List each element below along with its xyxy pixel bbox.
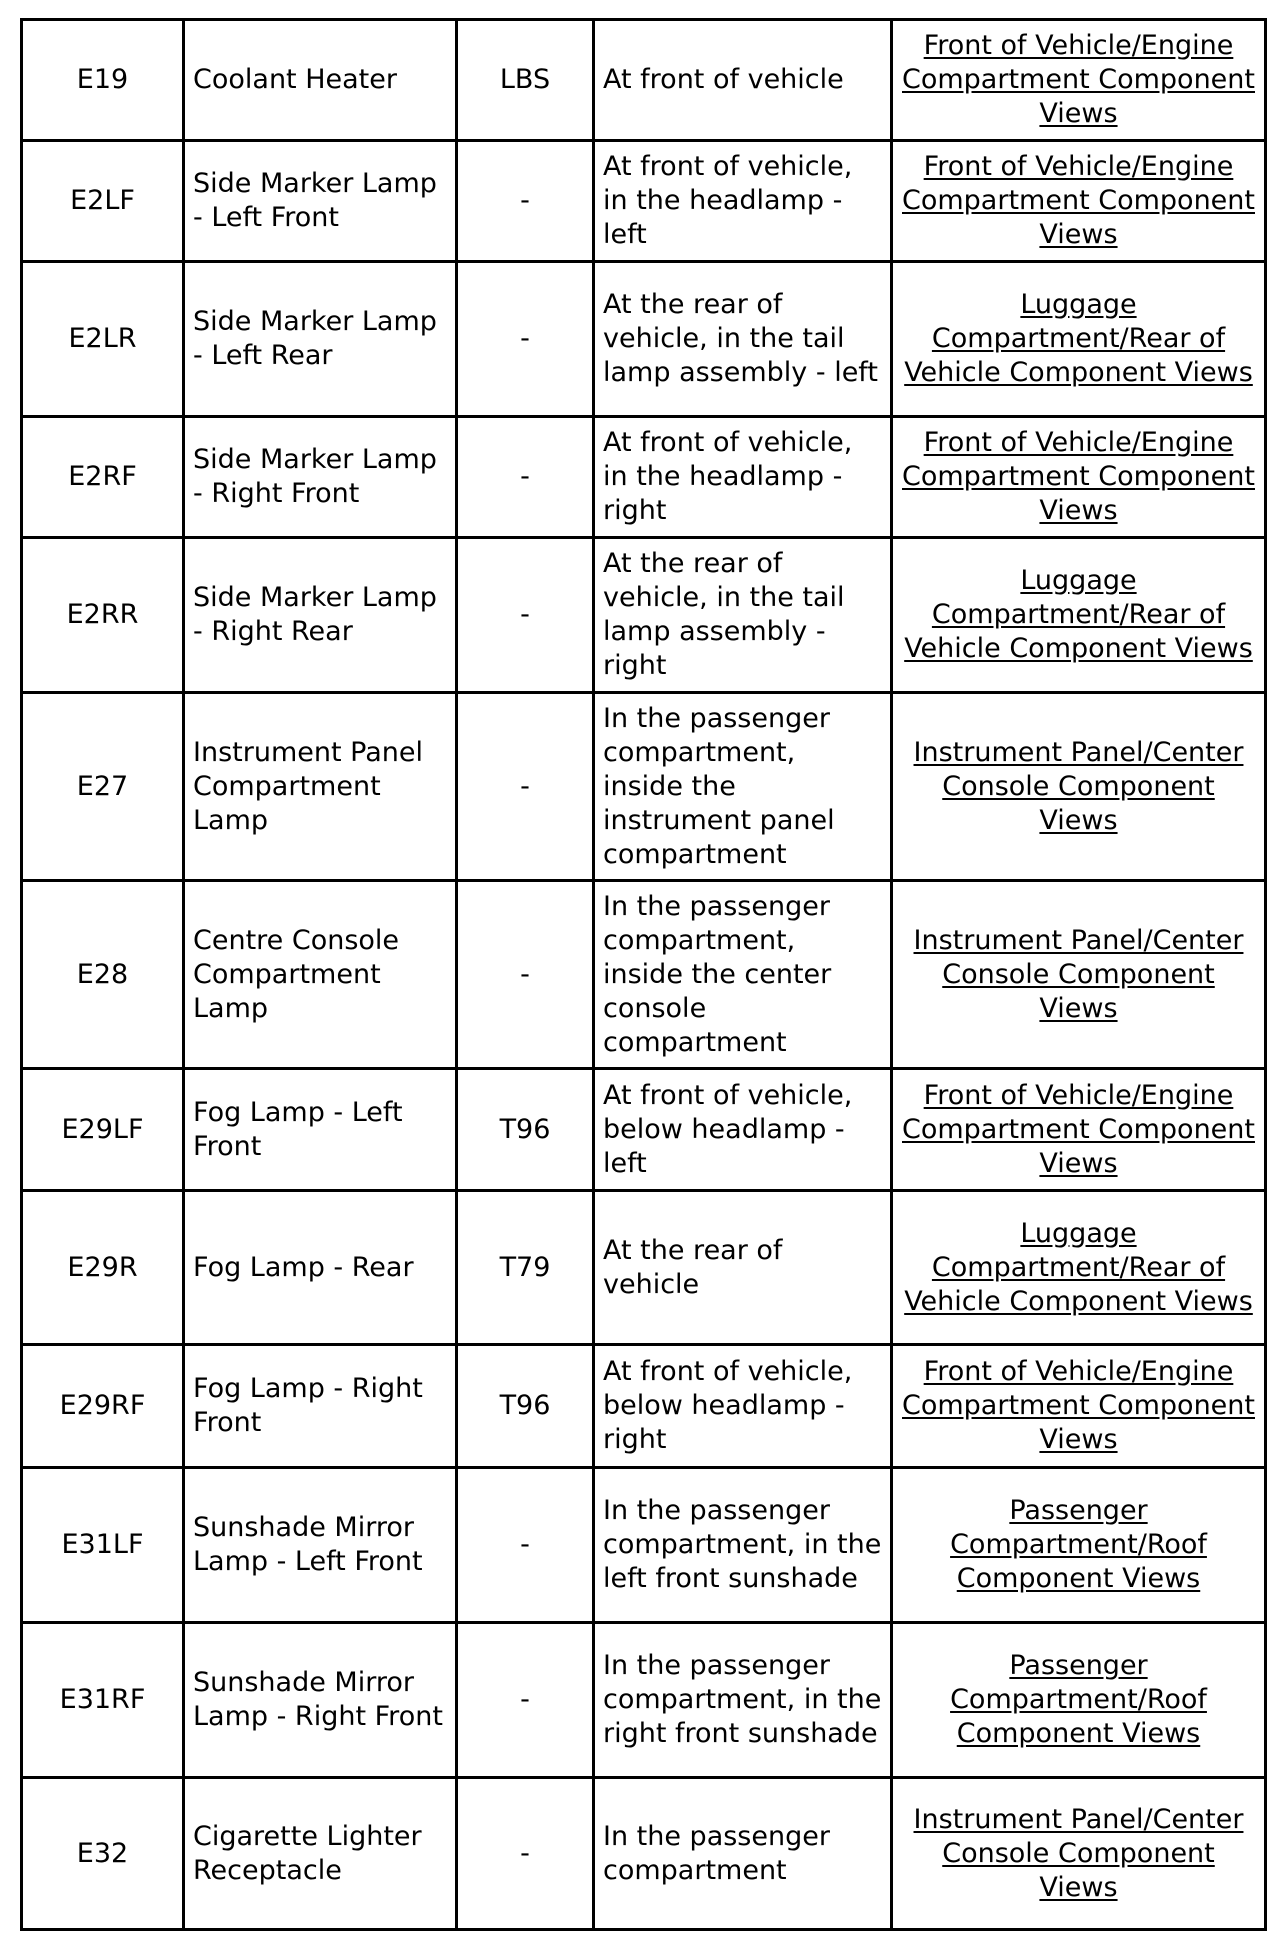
- component-view-link[interactable]: Passenger Compartment/Roof Component Views: [950, 1495, 1207, 1594]
- view-cell: [892, 881, 1266, 1069]
- component-view-link[interactable]: Instrument Panel/Center Console Component Views: [913, 924, 1244, 1024]
- component-view-link[interactable]: Instrument Panel/Center Console Component Views: [913, 736, 1244, 836]
- connector-code: -: [457, 693, 594, 881]
- component-location: At front of vehicle, in the headlamp - left: [594, 141, 892, 262]
- view-cell: [892, 1069, 1266, 1191]
- component-name: Centre Console Compartment Lamp: [184, 881, 457, 1069]
- component-view-link[interactable]: Luggage Compartment/Rear of Vehicle Component Views: [904, 565, 1253, 664]
- view-cell: [892, 1191, 1266, 1345]
- table-row: [22, 1191, 1266, 1345]
- view-cell: [892, 417, 1266, 538]
- table-row: [22, 262, 1266, 417]
- component-location: In the passenger compartment: [594, 1778, 892, 1930]
- connector-code: -: [457, 1468, 594, 1623]
- component-view-link[interactable]: Luggage Compartment/Rear of Vehicle Component Views: [904, 1217, 1253, 1317]
- component-view-link[interactable]: Front of Vehicle/Engine Compartment Component Views: [902, 151, 1255, 250]
- component-id: E2LR: [22, 262, 184, 417]
- component-name: Side Marker Lamp - Left Front: [184, 141, 457, 262]
- table-row: [22, 881, 1266, 1069]
- component-id: E29LF: [22, 1069, 184, 1191]
- view-cell: [892, 20, 1266, 141]
- connector-code: -: [457, 881, 594, 1069]
- table-row: [22, 1468, 1266, 1623]
- component-id: E2LF: [22, 141, 184, 262]
- connector-code: LBS: [457, 20, 594, 141]
- component-name: Coolant Heater: [184, 20, 457, 141]
- view-cell: [892, 693, 1266, 881]
- connector-code: -: [457, 1778, 594, 1930]
- component-location: In the passenger compartment, inside the center console compartment: [594, 881, 892, 1069]
- view-cell: [892, 262, 1266, 417]
- component-location: At front of vehicle, in the headlamp - right: [594, 417, 892, 538]
- connector-code: -: [457, 1623, 594, 1778]
- view-cell: [892, 1345, 1266, 1468]
- component-name: Side Marker Lamp - Right Front: [184, 417, 457, 538]
- component-view-link[interactable]: Front of Vehicle/Engine Compartment Component Views: [902, 1079, 1255, 1179]
- component-id: E2RR: [22, 538, 184, 693]
- table-row: [22, 1623, 1266, 1778]
- view-cell: [892, 1623, 1266, 1778]
- component-name: Fog Lamp - Left Front: [184, 1069, 457, 1191]
- table-row: [22, 693, 1266, 881]
- connector-code: -: [457, 538, 594, 693]
- connector-code: T96: [457, 1345, 594, 1468]
- view-cell: [892, 538, 1266, 693]
- component-view-link[interactable]: Instrument Panel/Center Console Component Views: [913, 1803, 1244, 1903]
- view-cell: [892, 1778, 1266, 1930]
- component-view-link[interactable]: Front of Vehicle/Engine Compartment Component Views: [902, 30, 1255, 129]
- component-name: Instrument Panel Compartment Lamp: [184, 693, 457, 881]
- component-view-link[interactable]: Luggage Compartment/Rear of Vehicle Component Views: [904, 289, 1253, 388]
- component-locator-table: [20, 18, 1267, 1931]
- component-location: In the passenger compartment, in the left front sunshade: [594, 1468, 892, 1623]
- component-id: E2RF: [22, 417, 184, 538]
- component-id: E29RF: [22, 1345, 184, 1468]
- component-name: Side Marker Lamp - Left Rear: [184, 262, 457, 417]
- table-row: [22, 20, 1266, 141]
- component-name: Sunshade Mirror Lamp - Right Front: [184, 1623, 457, 1778]
- table-row: [22, 417, 1266, 538]
- component-id: E27: [22, 693, 184, 881]
- component-name: Cigarette Lighter Receptacle: [184, 1778, 457, 1930]
- component-view-link[interactable]: Front of Vehicle/Engine Compartment Component Views: [902, 1356, 1255, 1455]
- component-location: At the rear of vehicle: [594, 1191, 892, 1345]
- component-id: E28: [22, 881, 184, 1069]
- connector-code: -: [457, 417, 594, 538]
- component-name: Fog Lamp - Rear: [184, 1191, 457, 1345]
- connector-code: T96: [457, 1069, 594, 1191]
- component-id: E32: [22, 1778, 184, 1930]
- component-id: E19: [22, 20, 184, 141]
- component-location: In the passenger compartment, inside the instrument panel compartment: [594, 693, 892, 881]
- component-name: Side Marker Lamp - Right Rear: [184, 538, 457, 693]
- table-row: [22, 1069, 1266, 1191]
- component-location: At front of vehicle, below headlamp - right: [594, 1345, 892, 1468]
- connector-code: -: [457, 141, 594, 262]
- component-name: Fog Lamp - Right Front: [184, 1345, 457, 1468]
- view-cell: [892, 141, 1266, 262]
- table-row: [22, 1345, 1266, 1468]
- component-id: E31RF: [22, 1623, 184, 1778]
- view-cell: [892, 1468, 1266, 1623]
- table-row: [22, 538, 1266, 693]
- table-row: [22, 141, 1266, 262]
- component-id: E29R: [22, 1191, 184, 1345]
- component-name: Sunshade Mirror Lamp - Left Front: [184, 1468, 457, 1623]
- connector-code: T79: [457, 1191, 594, 1345]
- component-view-link[interactable]: Front of Vehicle/Engine Compartment Component Views: [902, 427, 1255, 526]
- component-location: At front of vehicle: [594, 20, 892, 141]
- component-location: At the rear of vehicle, in the tail lamp assembly - right: [594, 538, 892, 693]
- component-location: In the passenger compartment, in the right front sunshade: [594, 1623, 892, 1778]
- connector-code: -: [457, 262, 594, 417]
- component-location: At the rear of vehicle, in the tail lamp assembly - left: [594, 262, 892, 417]
- component-view-link[interactable]: Passenger Compartment/Roof Component Views: [950, 1650, 1207, 1749]
- component-location: At front of vehicle, below headlamp - left: [594, 1069, 892, 1191]
- component-id: E31LF: [22, 1468, 184, 1623]
- table-row: [22, 1778, 1266, 1930]
